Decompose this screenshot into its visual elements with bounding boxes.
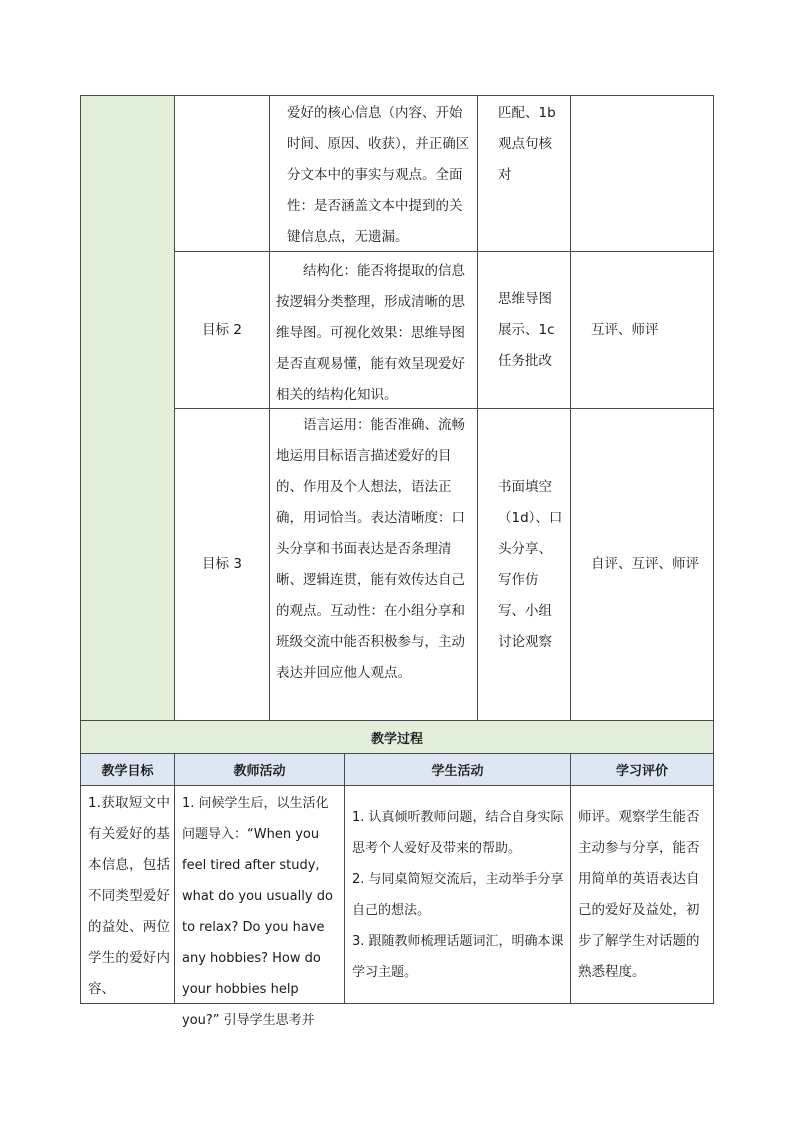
process-goal-text: 1.获取短文中有关爱好的基本信息，包括不同类型爱好的益处、两位学生的爱好内容、 <box>88 795 170 997</box>
process-evaluation-text: 师评。观察学生能否主动参与分享，能否用简单的英语表达自己的爱好及益处，初步了解学生对话题的熟悉程度。 <box>578 809 700 980</box>
header-teacher <box>174 753 345 786</box>
process-teacher-text: 1. 问候学生后，以生活化问题导入：“When you feel tired after study, what do you usually do to relax? Do you have any hobbies? How do your hobbies help you?” 引导学生思考并 <box>182 796 333 1028</box>
evaluation-cell-goal-3 <box>570 408 714 721</box>
criteria-text: 结构化：能否将提取的信息按逻辑分类整理，形成清晰的思维导图。可视化效果：思维导图是否直观易懂，能有效呈现爱好相关的结构化知识。 <box>276 263 465 403</box>
header-teacher-label: 教师活动 <box>233 764 286 779</box>
method-text: 书面填空（1d）、口头分享、写作仿写、小组讨论观察 <box>498 479 563 650</box>
student-step-2: 2. 与同桌简短交流后，主动举手分享自己的想法。 <box>352 872 564 918</box>
process-evaluation-cell <box>570 785 714 1004</box>
method-cell-row-a <box>477 95 571 252</box>
header-student <box>344 753 571 786</box>
criteria-text: 爱好的核心信息（内容、开始时间、原因、收获），并正确区分文本中的事实与观点。全面性：是否涵盖文本中提到的关键信息点，无遗漏。 <box>287 105 470 245</box>
evaluation-text: 自评、互评、师评 <box>591 556 699 572</box>
criteria-cell-goal-2 <box>269 251 478 409</box>
evaluation-cell-row-a <box>570 95 714 252</box>
goal-cell-goal-3 <box>174 408 270 721</box>
process-goal-cell <box>80 785 175 1004</box>
header-evaluation <box>570 753 714 786</box>
section-label-cell <box>80 95 175 721</box>
process-student-cell <box>344 785 571 1004</box>
process-teacher-cell <box>174 785 345 1028</box>
evaluation-text: 互评、师评 <box>591 321 659 338</box>
goal-cell-row-a <box>174 95 270 252</box>
criteria-text: 语言运用：能否准确、流畅地运用目标语言描述爱好的目的、作用及个人想法，语法正确，用词恰当。表达清晰度：口头分享和书面表达是否条理清晰、逻辑连贯，能有效传达自己的观点。互动性：在小组分享和班级交流中能否积极参与，主动表达并回应他人观点。 <box>276 417 465 681</box>
criteria-cell-goal-3 <box>269 408 478 721</box>
evaluation-cell-goal-2 <box>570 251 714 409</box>
goal-label: 目标 2 <box>202 321 242 338</box>
header-goal <box>80 753 175 786</box>
method-cell-goal-3 <box>477 408 571 721</box>
student-step-3: 3. 跟随教师梳理话题词汇，明确本课学习主题。 <box>352 934 564 980</box>
method-text: 思维导图展示、1c 任务批改 <box>498 291 555 369</box>
header-evaluation-label: 学习评价 <box>615 764 668 779</box>
process-title-row <box>80 720 714 754</box>
method-text: 匹配、1b 观点句核对 <box>498 105 556 183</box>
method-cell-goal-2 <box>477 251 571 409</box>
student-step-1: 1. 认真倾听教师问题，结合自身实际思考个人爱好及带来的帮助。 <box>352 810 564 856</box>
goal-label: 目标 3 <box>202 556 242 572</box>
goal-cell-goal-2 <box>174 251 270 409</box>
criteria-cell-row-a <box>269 95 478 252</box>
process-title: 教学过程 <box>370 731 423 747</box>
header-goal-label: 教学目标 <box>101 764 154 779</box>
header-student-label: 学生活动 <box>431 764 484 779</box>
